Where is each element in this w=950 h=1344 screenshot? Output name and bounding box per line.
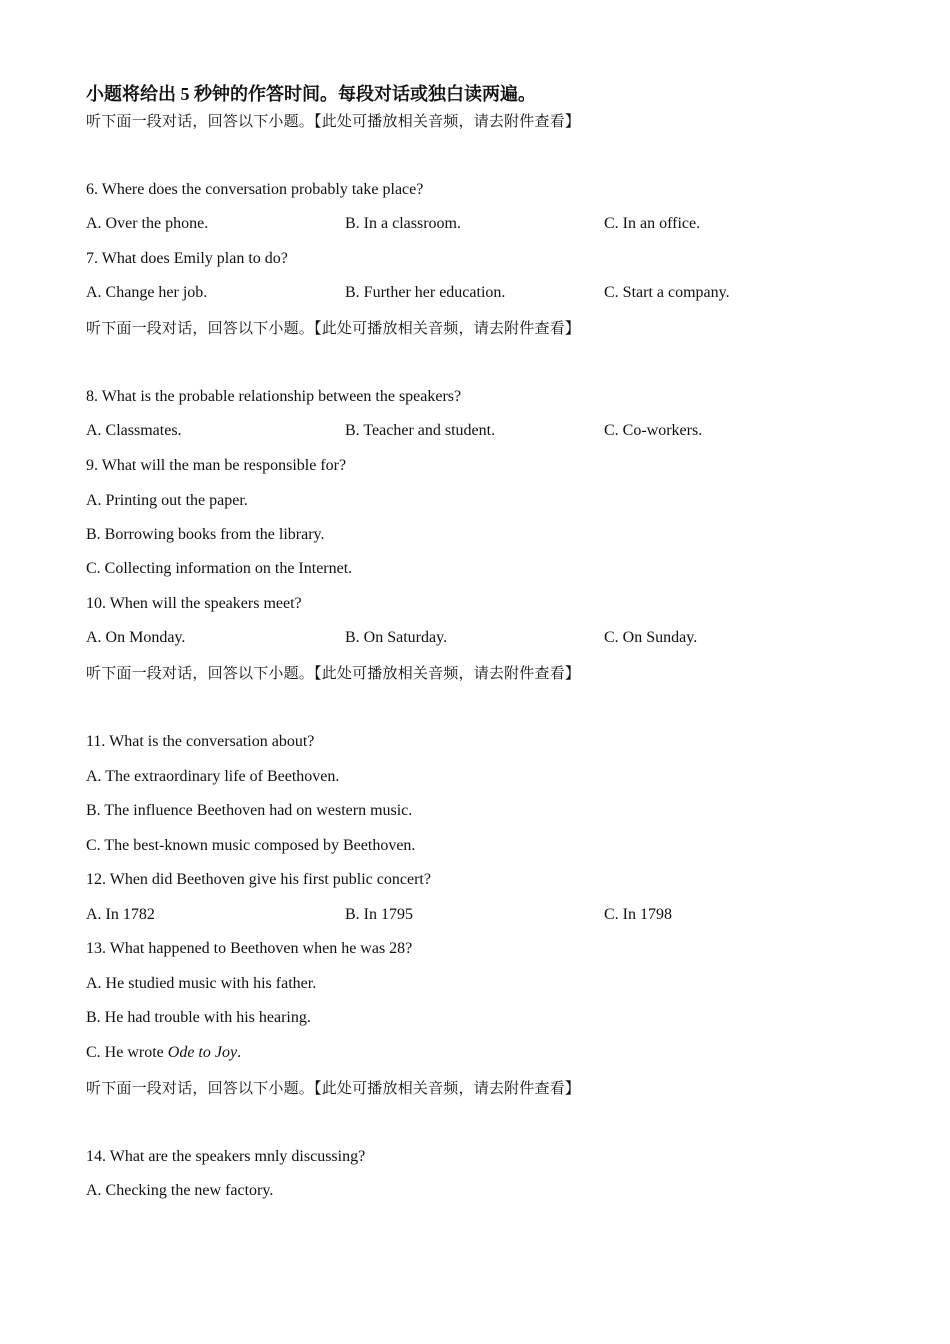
- option-b: B. Further her education.: [345, 284, 506, 301]
- question-12: 12. When did Beethoven give his first public concert?: [86, 871, 431, 888]
- question-7-options: [86, 283, 866, 303]
- song-title: Ode to Joy: [167, 1044, 238, 1061]
- question-14: 14. What are the speakers mnly discussing?: [86, 1148, 366, 1165]
- option-c: [86, 1043, 241, 1063]
- option-a: A. Change her job.: [86, 284, 208, 301]
- option-a: A. He studied music with his father.: [86, 975, 317, 992]
- option-a: A. The extraordinary life of Beethoven.: [86, 768, 340, 785]
- question-12-options: [86, 905, 866, 925]
- option-a: A. Printing out the paper.: [86, 492, 248, 509]
- option-b: B. The influence Beethoven had on western music.: [86, 802, 413, 819]
- option-c-prefix: C. He wrote: [86, 1044, 168, 1061]
- option-c: C. In 1798: [604, 906, 672, 923]
- audio-note: 听下面一段对话，回答以下小题。【此处可播放相关音频，请去附件查看】: [86, 112, 581, 130]
- audio-note: 听下面一段对话，回答以下小题。【此处可播放相关音频，请去附件查看】: [86, 1079, 581, 1097]
- question-6: 6. Where does the conversation probably take place?: [86, 181, 424, 198]
- question-6-options: [86, 214, 866, 234]
- option-b: B. He had trouble with his hearing.: [86, 1009, 311, 1026]
- option-c-suffix: .: [237, 1044, 242, 1061]
- option-b: B. Borrowing books from the library.: [86, 526, 325, 543]
- question-11: 11. What is the conversation about?: [86, 733, 315, 750]
- option-b: B. In a classroom.: [345, 215, 461, 232]
- option-c: C. Co-workers.: [604, 422, 703, 439]
- option-a: A. Classmates.: [86, 422, 182, 439]
- option-c: C. On Sunday.: [604, 629, 698, 646]
- question-9: 9. What will the man be responsible for?: [86, 457, 347, 474]
- option-a: A. Over the phone.: [86, 215, 209, 232]
- option-b: B. Teacher and student.: [345, 422, 496, 439]
- option-c: C. The best-known music composed by Beethoven.: [86, 837, 416, 854]
- question-10: 10. When will the speakers meet?: [86, 595, 302, 612]
- audio-note: 听下面一段对话，回答以下小题。【此处可播放相关音频，请去附件查看】: [86, 319, 581, 337]
- option-b: B. On Saturday.: [345, 629, 448, 646]
- option-c: C. In an office.: [604, 215, 701, 232]
- question-8: 8. What is the probable relationship between the speakers?: [86, 388, 462, 405]
- option-a: A. On Monday.: [86, 629, 186, 646]
- option-a: A. In 1782: [86, 906, 155, 923]
- option-c: C. Start a company.: [604, 284, 730, 301]
- question-7: 7. What does Emily plan to do?: [86, 250, 288, 267]
- question-8-options: [86, 421, 866, 441]
- option-a: A. Checking the new factory.: [86, 1182, 274, 1199]
- audio-note: 听下面一段对话，回答以下小题。【此处可播放相关音频，请去附件查看】: [86, 664, 581, 682]
- option-c: C. Collecting information on the Internet.: [86, 560, 353, 577]
- option-b: B. In 1795: [345, 906, 413, 923]
- question-13: 13. What happened to Beethoven when he was 28?: [86, 940, 413, 957]
- question-10-options: [86, 628, 866, 648]
- section-instructions: 小题将给出 5 秒钟的作答时间。每段对话或独白读两遍。: [86, 84, 536, 104]
